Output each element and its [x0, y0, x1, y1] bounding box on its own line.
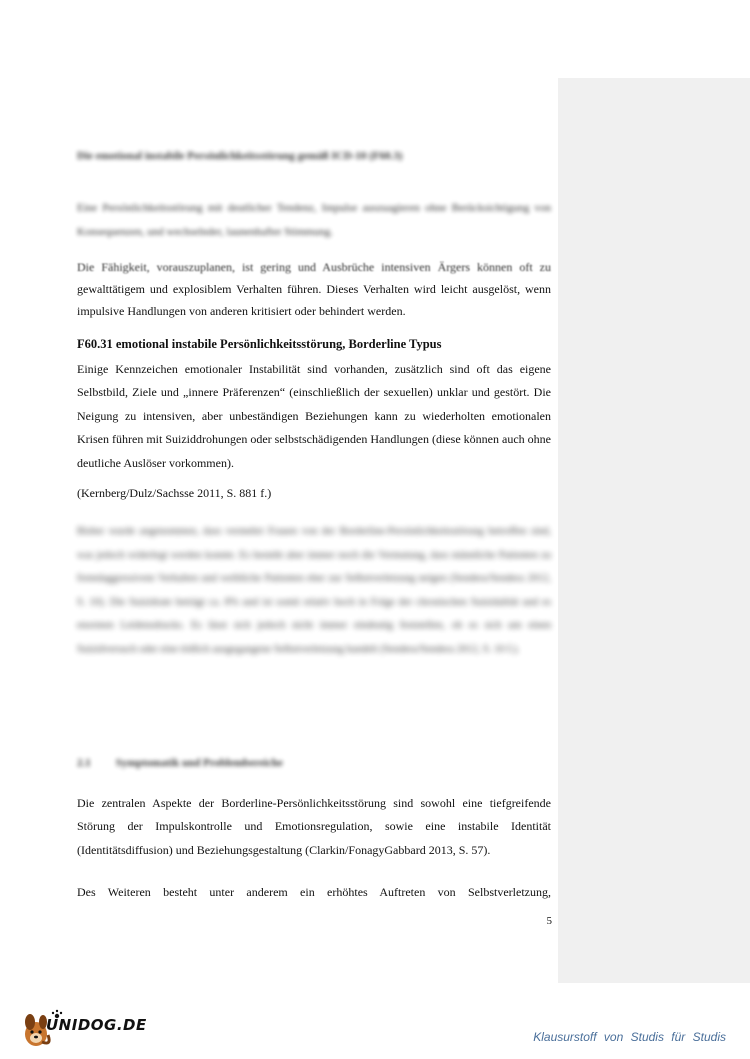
section-title: Symptomatik und Problembereiche — [115, 757, 283, 769]
logo-text[interactable]: UNIDOG.DE — [46, 1016, 147, 1034]
f6031-paragraph: Einige Kennzeichen emotionaler Instabilität sind vorhanden, zusätzlich sind oft das eigene Selbstbild, Ziele und „innere Präferenzen“ (einschließlich der sexuellen) unklar und gestört. Die Neigung zu intensiven, aber unbeständigen Beziehungen kann zu wiederholten emotionalen Krisen führen mit Suiziddrohungen oder selbstschädigenden Handlungen (diese können auch ohne deutliche Auslöser vorkommen). — [77, 362, 551, 470]
section-number: 2.1 — [77, 757, 91, 769]
blurred-paragraph-1: Eine Persönlichkeitsstörung mit deutlicher Tendenz, Impulse auszuagieren ohne Berücksichtigung von Konsequenzen, und wechselnder, launenhafter Stimmung. — [77, 202, 551, 238]
paragraph-3: Die zentralen Aspekte der Borderline-Persönlichkeitsstörung sind sowohl eine tiefgreifende Störung der Impulskontrolle und Emotionsregulation, sowie eine instabile Identität (Identitätsdiffusion) und Beziehungsgestaltung (Clarkin/FonagyGabbard 2013, S. 57). — [77, 796, 551, 857]
footer-slogan: Klausurstoff von Studis für Studis — [533, 1030, 726, 1044]
paragraph-1 — [77, 256, 551, 322]
blurred-paragraph-2: Bisher wurde angenommen, dass vermehrt Frauen von der Borderline-Persönlichkeitsstörung betroffen sind, was jedoch widerlegt werden konnte. Es besteht aber immer noch die Vermutung, dass männliche Patienten zu fremdaggressivem Verhalten und weibliche Patienten eher zur Selbstverletzung neigen (Sendera/Sendera 2012, S. 10). Die Suizidrate beträgt ca. 8% und ist somit relativ hoch in Folge der chronischen Suizidalität und es enormen Leidensdrucks. Es lässt sich jedoch nicht immer eindeutig feststellen, ob es sich um einen Suizidversuch oder eine tödlich ausgegangene Selbstverletzung handelt (Sendera/Sendera 2012, S. 10 f.). — [77, 526, 551, 655]
blurred-heading: Die emotional instabile Persönlichkeitsstörung gemäß ICD-10 (F60.3) — [77, 150, 403, 162]
section-heading — [77, 757, 551, 769]
f6031-heading: F60.31 emotional instabile Persönlichkeitsstörung, Borderline Typus — [77, 337, 442, 351]
paragraph-1-faded-line: Die Fähigkeit, vorauszuplanen, ist gering und Ausbrüche intensiven Ärgers können oft zu — [77, 260, 551, 274]
citation: (Kernberg/Dulz/Sachsse 2011, S. 881 f.) — [77, 486, 272, 500]
page-number: 5 — [546, 915, 552, 927]
paragraph-1-text: gewalttätigem und explosiblem Verhalten führen. Dieses Verhalten wird leicht ausgelöst, wenn impulsive Handlungen von anderen kritisiert oder behindert werden. — [77, 282, 551, 318]
comment-margin-panel — [558, 78, 750, 983]
paragraph-4: Des Weiteren besteht unter anderem ein erhöhtes Auftreten von Selbstverletzung, — [77, 885, 551, 899]
